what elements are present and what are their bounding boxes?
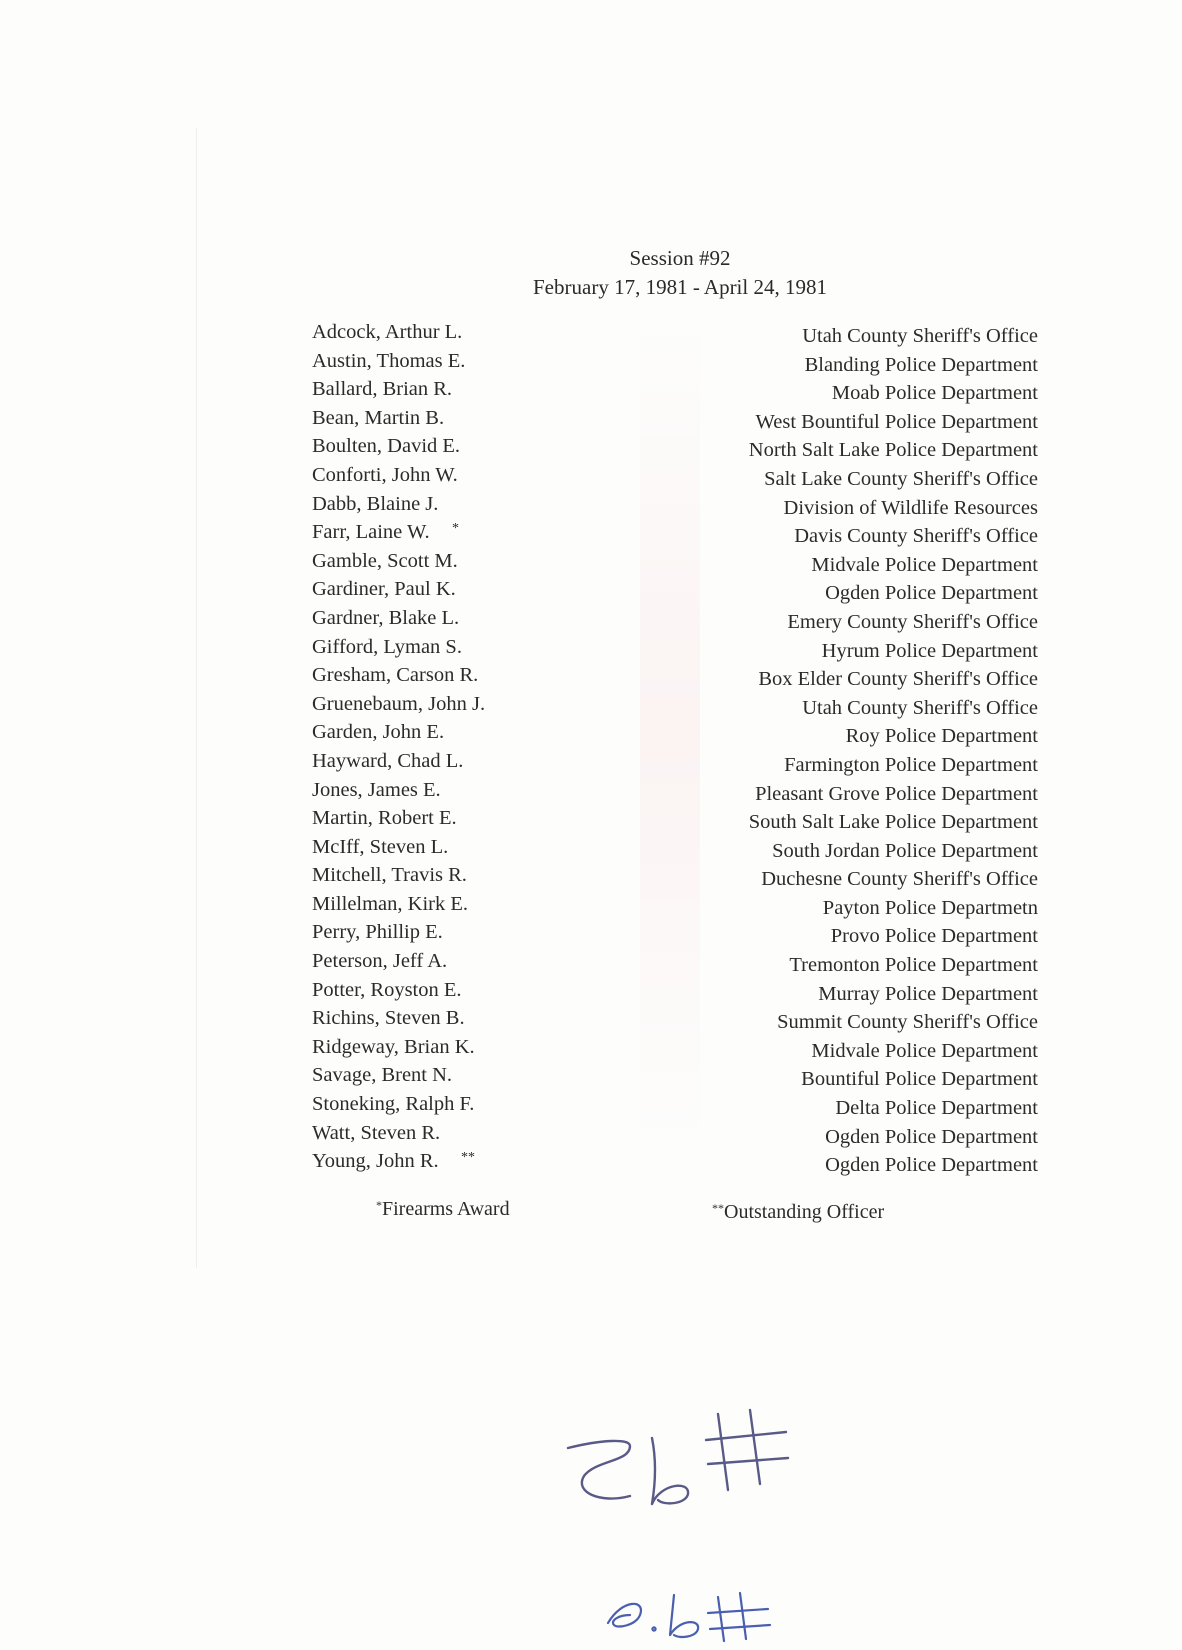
graduate-agency: Provo Police Department [830, 925, 1038, 948]
graduate-name: Savage, Brent N. [312, 1064, 453, 1087]
handwritten-note-lower [600, 1585, 800, 1645]
graduate-name: Adcock, Arthur L. [312, 321, 463, 343]
graduate-agency: Box Elder County Sheriff's Office [758, 668, 1038, 691]
award-mark: ** [461, 1150, 475, 1166]
graduate-name: Gamble, Scott M. [312, 549, 458, 572]
graduate-name: Millelman, Kirk E. [312, 892, 469, 915]
graduate-name: Austin, Thomas E. [312, 349, 466, 372]
graduate-name: Hayward, Chad L. [312, 749, 464, 772]
roster-row [312, 575, 1038, 604]
graduate-agency: South Jordan Police Department [772, 839, 1038, 862]
graduate-agency: West Bountiful Police Department [755, 410, 1038, 433]
roster-row [312, 1090, 1038, 1119]
outstanding-symbol: ** [712, 1201, 724, 1215]
graduate-agency: Division of Wildlife Resources [783, 496, 1038, 519]
award-mark: * [452, 521, 459, 537]
graduate-agency: Midvale Police Department [811, 553, 1038, 576]
handwritten-note-upper [560, 1400, 820, 1510]
graduate-agency: Moab Police Department [831, 382, 1038, 405]
session-title: Session #92 [629, 246, 731, 270]
graduate-agency: Roy Police Department [845, 725, 1038, 748]
roster-row [312, 861, 1038, 890]
graduate-agency: Farmington Police Department [784, 753, 1038, 776]
roster-row [312, 804, 1038, 833]
firearms-label: Firearms Award [382, 1198, 510, 1220]
graduate-name: Gifford, Lyman S. [312, 635, 462, 658]
graduate-agency: Ogden Police Department [825, 1125, 1038, 1148]
roster-row [312, 890, 1038, 919]
graduate-name: Boulten, David E. [312, 435, 461, 458]
graduate-name: Farr, Laine W. [312, 521, 430, 544]
graduate-agency: Utah County Sheriff's Office [802, 696, 1038, 719]
graduate-name: Bean, Martin B. [312, 406, 445, 429]
graduate-name: Stoneking, Ralph F. [312, 1093, 475, 1116]
roster-row [312, 604, 1038, 633]
graduate-agency: Tremonton Police Department [789, 954, 1038, 977]
roster-row [312, 833, 1038, 862]
graduate-name: Gardner, Blake L. [312, 606, 460, 629]
firearms-symbol: * [376, 1198, 382, 1212]
outstanding-label: Outstanding Officer [724, 1201, 885, 1223]
graduate-name: Martin, Robert E. [312, 807, 457, 830]
roster-row [312, 490, 1038, 519]
graduate-agency: Ogden Police Department [825, 582, 1038, 605]
graduate-name: Perry, Phillip E. [312, 921, 443, 944]
roster-row [312, 633, 1038, 662]
roster-row [312, 747, 1038, 776]
roster-row [312, 518, 1038, 547]
graduate-agency: South Salt Lake Police Department [748, 811, 1038, 834]
graduate-name: Garden, John E. [312, 721, 445, 744]
roster-row [312, 375, 1038, 404]
graduate-name: McIff, Steven L. [312, 835, 449, 858]
legend-outstanding-officer [712, 1201, 884, 1224]
graduate-agency: Duchesne County Sheriff's Office [761, 868, 1038, 891]
graduate-name: Mitchell, Travis R. [312, 864, 467, 887]
graduate-name: Dabb, Blaine J. [312, 492, 439, 515]
graduate-name: Gresham, Carson R. [312, 664, 479, 687]
graduate-name: Ballard, Brian R. [312, 378, 453, 401]
graduate-agency: Bountiful Police Department [801, 1068, 1038, 1091]
graduate-name: Gruenebaum, John J. [312, 692, 486, 715]
graduate-agency: Emery County Sheriff's Office [787, 610, 1038, 633]
roster-row [312, 318, 1038, 347]
graduate-agency: Ogden Police Department [825, 1154, 1038, 1177]
graduate-agency: Payton Police Departmetn [822, 896, 1038, 919]
graduate-name: Peterson, Jeff A. [312, 950, 448, 973]
roster-row [312, 976, 1038, 1005]
roster-row [312, 1061, 1038, 1090]
graduate-agency: Hyrum Police Department [821, 639, 1038, 662]
roster-row [312, 918, 1038, 947]
roster-row [312, 347, 1038, 376]
session-dates: February 17, 1981 - April 24, 1981 [533, 275, 827, 299]
graduate-name: Potter, Royston E. [312, 978, 462, 1001]
roster-row [312, 1147, 1038, 1176]
roster-row [312, 1004, 1038, 1033]
graduate-agency: Pleasant Grove Police Department [755, 782, 1038, 805]
legend-firearms-award [376, 1198, 510, 1221]
graduate-name: Ridgeway, Brian K. [312, 1035, 475, 1058]
roster-row [312, 432, 1038, 461]
graduate-name: Richins, Steven B. [312, 1007, 465, 1030]
roster-row [312, 1033, 1038, 1062]
graduate-agency: Murray Police Department [818, 982, 1038, 1005]
roster-row [312, 461, 1038, 490]
graduate-agency: Davis County Sheriff's Office [794, 525, 1038, 548]
graduate-agency: Blanding Police Department [804, 353, 1038, 376]
graduate-name: Conforti, John W. [312, 463, 458, 486]
roster-row [312, 547, 1038, 576]
graduate-name: Gardiner, Paul K. [312, 578, 456, 601]
graduate-agency: Summit County Sheriff's Office [777, 1011, 1038, 1034]
graduate-roster [312, 318, 1038, 1176]
graduate-agency: Salt Lake County Sheriff's Office [764, 467, 1038, 490]
roster-row [312, 690, 1038, 719]
roster-row [312, 661, 1038, 690]
graduate-agency: Midvale Police Department [811, 1039, 1038, 1062]
roster-row [312, 776, 1038, 805]
graduate-agency: North Salt Lake Police Department [748, 439, 1038, 462]
graduate-name: Jones, James E. [312, 778, 441, 801]
graduate-agency: Utah County Sheriff's Office [802, 325, 1038, 347]
roster-row [312, 947, 1038, 976]
graduate-name: Watt, Steven R. [312, 1121, 441, 1144]
roster-row [312, 1119, 1038, 1148]
graduate-agency: Delta Police Department [835, 1097, 1038, 1120]
graduate-name: Young, John R. [312, 1150, 439, 1173]
roster-row [312, 404, 1038, 433]
roster-row [312, 718, 1038, 747]
